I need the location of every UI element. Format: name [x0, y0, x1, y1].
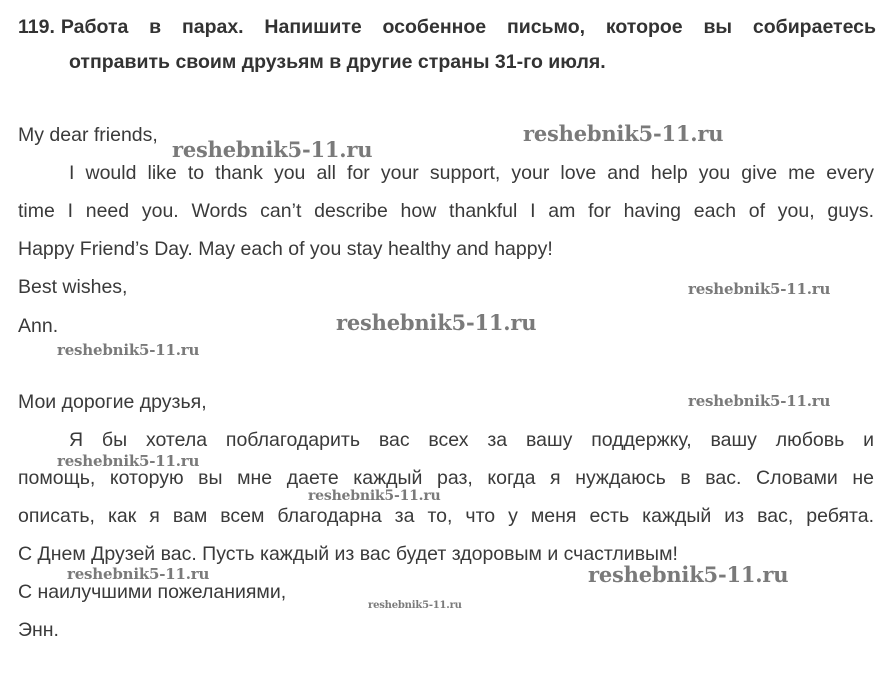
- task-header-line-1: [18, 10, 876, 45]
- watermark: reshebnik5-11.ru: [336, 310, 537, 335]
- english-body-line-1: I would like to thank you all for your support, your love and help you give me every: [69, 162, 874, 184]
- english-body-line-2: time I need you. Words can’t describe how thankful I am for having each of you, guys.: [18, 200, 874, 222]
- russian-body-line-1: Я бы хотела поблагодарить вас всех за вашу поддержку, вашу любовь и: [69, 429, 874, 451]
- russian-closing: С наилучшими пожеланиями,: [18, 581, 287, 603]
- watermark: reshebnik5-11.ru: [308, 488, 441, 504]
- russian-body-line-3: описать, как я вам всем благодарна за то, что у меня есть каждый из вас, ребята.: [18, 505, 874, 527]
- english-greeting: My dear friends,: [18, 124, 158, 146]
- russian-signature: Энн.: [18, 619, 59, 641]
- watermark: reshebnik5-11.ru: [57, 341, 200, 359]
- english-body-line-3: Happy Friend’s Day. May each of you stay healthy and happy!: [18, 238, 553, 260]
- watermark: reshebnik5-11.ru: [67, 565, 210, 583]
- watermark: reshebnik5-11.ru: [57, 452, 200, 470]
- russian-greeting: Мои дорогие друзья,: [18, 391, 207, 413]
- watermark: reshebnik5-11.ru: [172, 137, 373, 162]
- task-instruction-1: Работа в парах. Напишите особенное письмо, которое вы собираетесь: [60, 16, 876, 38]
- english-signature: Ann.: [18, 315, 59, 337]
- watermark: reshebnik5-11.ru: [523, 121, 724, 146]
- watermark: reshebnik5-11.ru: [688, 280, 831, 298]
- watermark: reshebnik5-11.ru: [368, 600, 462, 611]
- task-number: 119.: [18, 16, 55, 38]
- task-instruction-2: отправить своим друзьям в другие страны 31-го июля.: [69, 51, 606, 73]
- watermark: reshebnik5-11.ru: [588, 562, 789, 587]
- russian-body-line-2: помощь, которую вы мне даете каждый раз, когда я нуждаюсь в вас. Словами не: [18, 467, 874, 489]
- russian-body-line-4: С Днем Друзей вас. Пусть каждый из вас будет здоровым и счастливым!: [18, 543, 678, 565]
- english-closing: Best wishes,: [18, 276, 128, 298]
- task-header: [18, 10, 876, 80]
- watermark: reshebnik5-11.ru: [688, 392, 831, 410]
